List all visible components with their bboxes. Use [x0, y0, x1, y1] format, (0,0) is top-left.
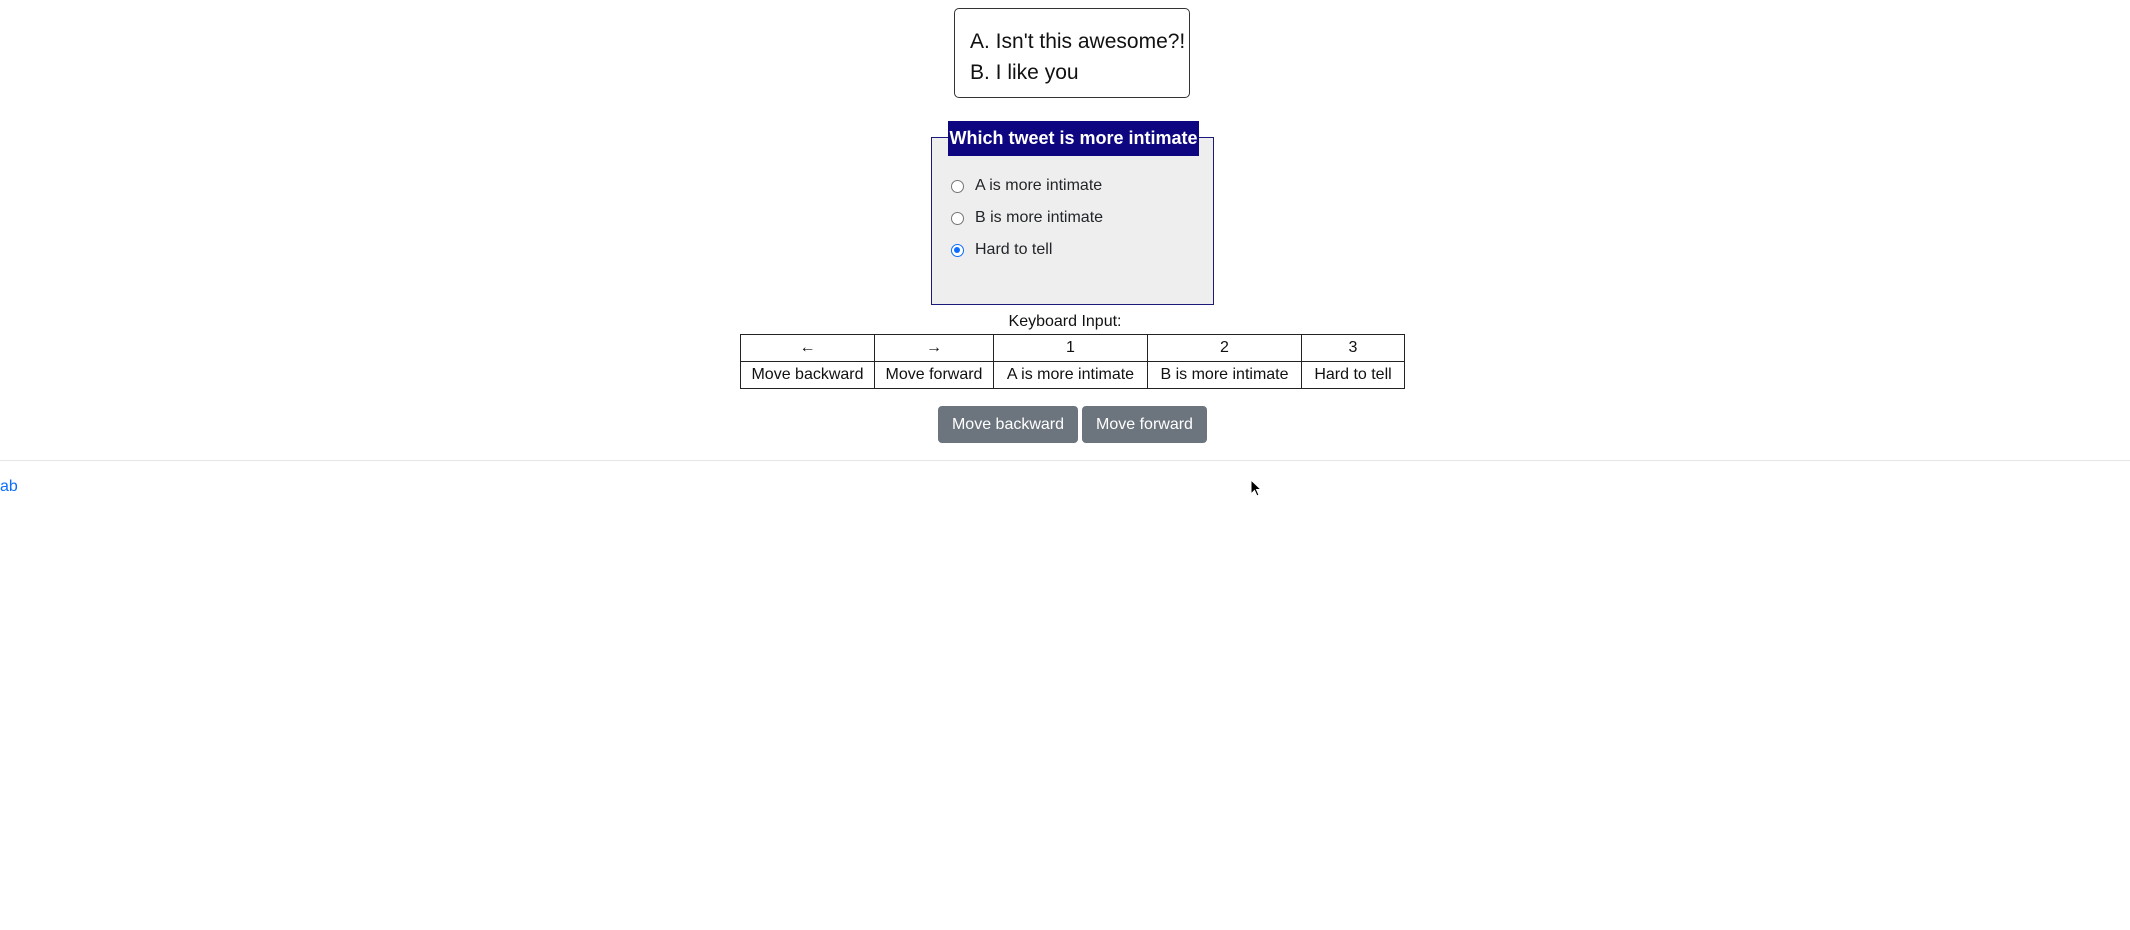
- option-b-label: B is more intimate: [975, 209, 1104, 226]
- action-b-is-more-intimate: B is more intimate: [1148, 362, 1302, 389]
- option-b-radio[interactable]: [951, 212, 964, 225]
- tweet-b-text: B. I like you: [970, 61, 1079, 84]
- tweet-a-text: A. Isn't this awesome?!: [970, 30, 1186, 53]
- action-move-forward: Move forward: [875, 362, 994, 389]
- action-move-backward: Move backward: [741, 362, 875, 389]
- footer-link[interactable]: ab: [0, 478, 18, 495]
- key-left-arrow: ←: [741, 335, 875, 362]
- option-a-is-more-intimate[interactable]: [951, 174, 1102, 198]
- tweet-pair-box: [954, 8, 1190, 98]
- keyboard-shortcut-table: [740, 334, 1405, 389]
- key-3: 3: [1302, 335, 1405, 362]
- keyboard-actions-row: [741, 362, 1405, 389]
- key-1: 1: [994, 335, 1148, 362]
- action-a-is-more-intimate: A is more intimate: [994, 362, 1148, 389]
- option-hard-to-tell[interactable]: [951, 238, 1052, 262]
- keyboard-input-title: Keyboard Input:: [1008, 313, 1122, 330]
- option-hard-to-tell-label: Hard to tell: [975, 241, 1053, 258]
- key-right-arrow: →: [875, 335, 994, 362]
- key-2: 2: [1148, 335, 1302, 362]
- keyboard-keys-row: [741, 335, 1405, 362]
- option-a-label: A is more intimate: [975, 177, 1103, 194]
- move-backward-button[interactable]: Move backward: [938, 406, 1078, 443]
- option-b-is-more-intimate[interactable]: [951, 206, 1103, 230]
- action-hard-to-tell: Hard to tell: [1302, 362, 1405, 389]
- section-divider: [0, 460, 2130, 461]
- option-a-radio[interactable]: [951, 180, 964, 193]
- option-hard-to-tell-radio[interactable]: [951, 244, 964, 257]
- question-title: Which tweet is more intimate: [948, 121, 1199, 156]
- mouse-cursor-icon: [1250, 479, 1262, 497]
- move-forward-button[interactable]: Move forward: [1082, 406, 1207, 443]
